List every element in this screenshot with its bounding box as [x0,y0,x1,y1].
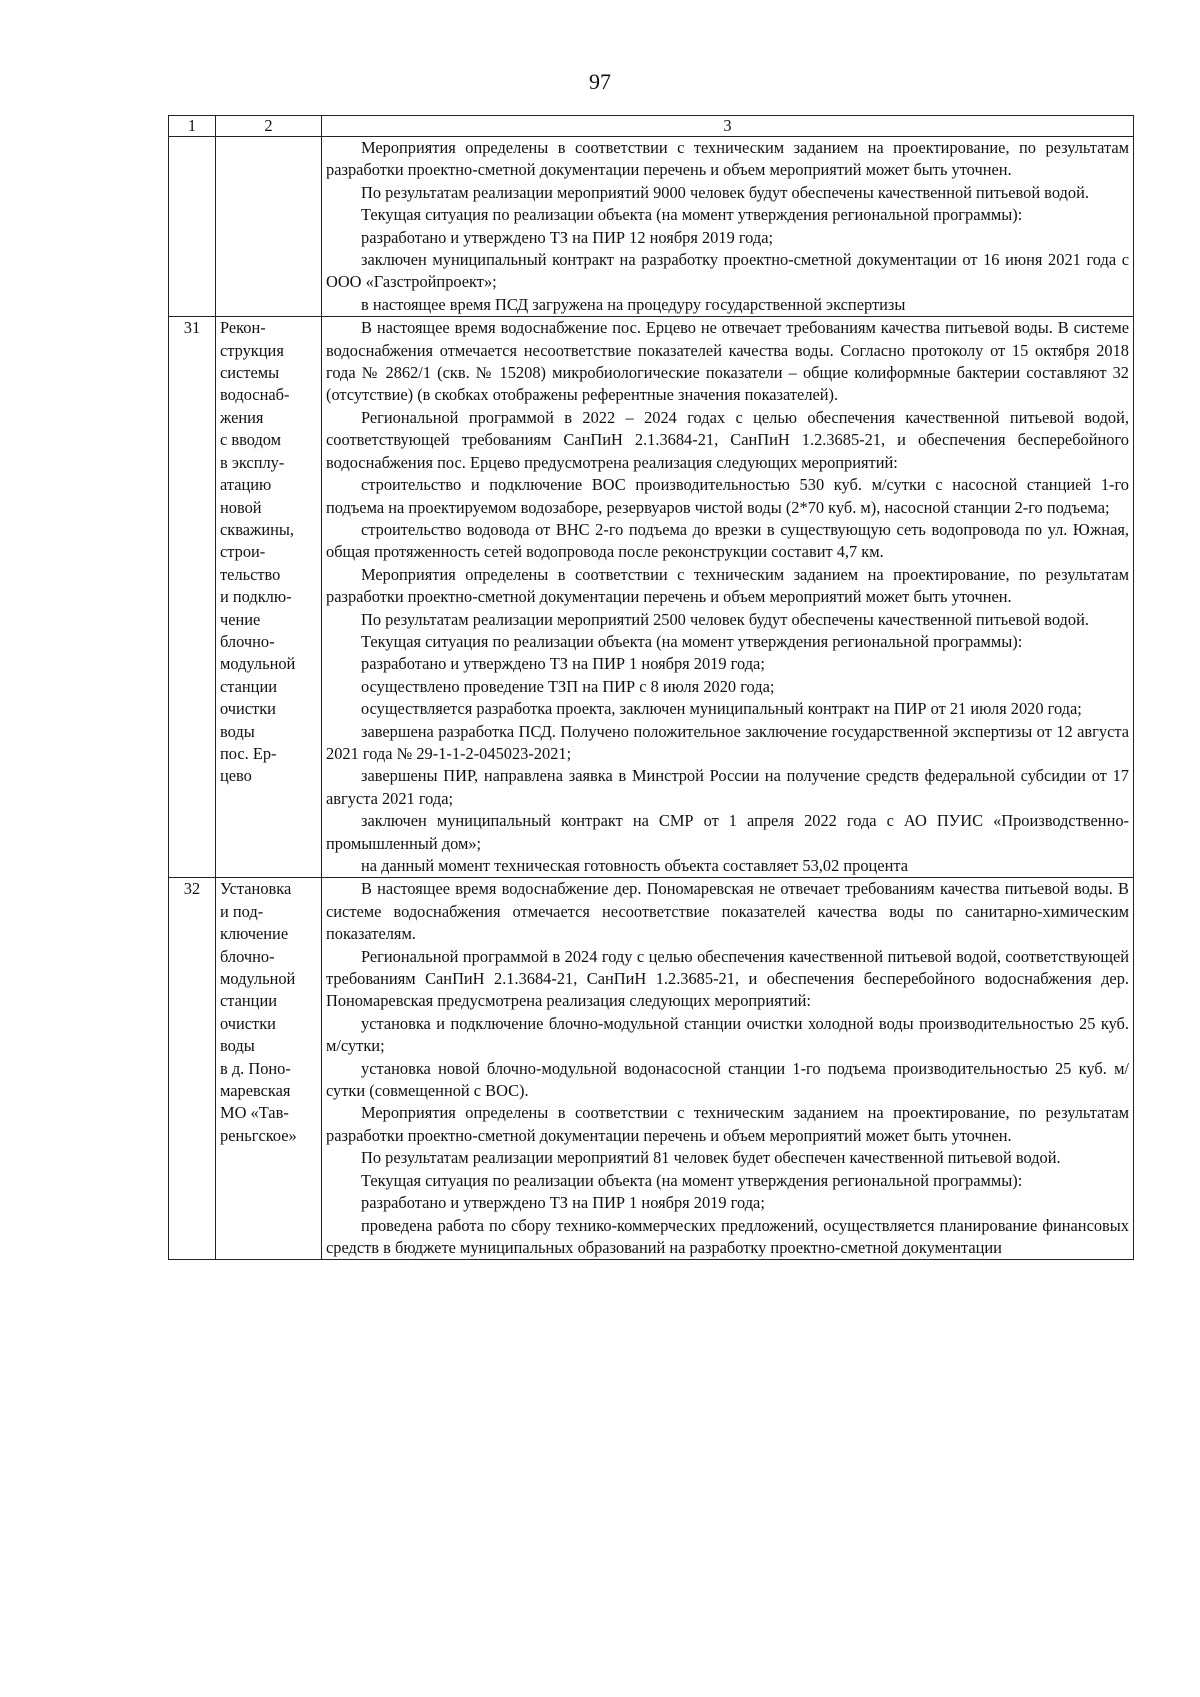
header-cell-3: 3 [322,116,1134,137]
description-paragraph: Мероприятия определены в соответствии с техническим заданием на проектирование, по результатам разработки проектно-сметной документации перечень и объем мероприятий может быть уточнен. [326,1103,1129,1145]
description-paragraph: Текущая ситуация по реализации объекта (на момент утверждения региональной программы): [361,631,1023,651]
object-description [322,878,1134,1260]
object-description [322,137,1134,317]
object-name: Установка и под- ключение блочно- модульной станции очистки воды в д. Поно- маревская МО «Тав- реньгское» [216,878,322,1260]
table-row [169,137,1134,317]
description-paragraph: По результатам реализации мероприятий 81 человек будет обеспечен качественной питьевой водой. [361,1148,1061,1168]
description-paragraph: Региональной программой в 2022 – 2024 годах с целью обеспечения качественной питьевой водой, соответствующей требованиям СанПиН 2.1.3684-21, СанПиН 1.2.3685-21, и обеспечения бесперебойного водоснабжения пос. Ерцево предусмотрена реализация следующих мероприятий: [326,407,1129,472]
description-paragraph: По результатам реализации мероприятий 9000 человек будут обеспечены качественной питьевой водой. [361,182,1089,202]
description-paragraph: Текущая ситуация по реализации объекта (на момент утверждения региональной программы): [361,205,1023,225]
description-paragraph: В настоящее время водоснабжение пос. Ерцево не отвечает требованиям качества питьевой воды. В системе водоснабжения отмечается несоответствие показателей качества воды. Согласно протоколу от 15 октября 2018 года № 2862/1 (скв. № 15208) микробиологические показатели – общие колиформные бактерии составляют 32 (отсутствие) (в скобках отображены референтные значения показателей). [326,318,1129,405]
description-paragraph: проведена работа по сбору технико-коммерческих предложений, осуществляется планирование финансовых средств в бюджете муниципальных образований на разработку проектно-сметной документации [326,1215,1129,1257]
object-name [216,137,322,317]
description-paragraph: В настоящее время водоснабжение дер. Пономаревская не отвечает требованиям качества питьевой воды. В системе водоснабжения отмечается несоответствие показателей качества воды по санитарно-химическим показателям. [326,879,1129,944]
description-paragraph: разработано и утверждено ТЗ на ПИР 1 ноября 2019 года; [361,654,765,674]
description-paragraph: разработано и утверждено ТЗ на ПИР 1 ноября 2019 года; [361,1193,765,1213]
measures-table [168,115,1134,1260]
table-row [169,317,1134,878]
description-paragraph: осуществлено проведение ТЗП на ПИР с 8 июля 2020 года; [361,676,775,696]
table-header-row [169,116,1134,137]
header-cell-1: 1 [169,116,216,137]
description-paragraph: Текущая ситуация по реализации объекта (на момент утверждения региональной программы): [361,1170,1023,1190]
description-paragraph: установка новой блочно-модульной водонасосной станции 1-го подъема производительностью 25 куб. м/сутки (совмещенной с ВОС). [326,1058,1129,1101]
description-paragraph: разработано и утверждено ТЗ на ПИР 12 ноября 2019 года; [361,227,774,247]
object-name: Рекон- струкция системы водоснаб- жения с вводом в эксплу- атацию новой скважины, строи- тельство и подклю- чение блочно- модульной станции очистки воды пос. Ер- цево [216,317,322,878]
description-paragraph: Мероприятия определены в соответствии с техническим заданием на проектирование, по результатам разработки проектно-сметной документации перечень и объем мероприятий может быть уточнен. [326,564,1129,607]
table-row [169,878,1134,1260]
description-paragraph: осуществляется разработка проекта, заключен муниципальный контракт на ПИР от 21 июля 2020 года; [361,699,1082,719]
row-number: 32 [169,878,216,1260]
object-description [322,317,1134,878]
description-paragraph: По результатам реализации мероприятий 2500 человек будут обеспечены качественной питьевой водой. [361,609,1089,629]
description-paragraph: установка и подключение блочно-модульной станции очистки холодной воды производительностью 25 куб. м/сутки; [326,1013,1129,1056]
header-cell-2: 2 [216,116,322,137]
description-paragraph: завершены ПИР, направлена заявка в Минстрой России на получение средств федеральной субсидии от 17 августа 2021 года; [326,766,1129,808]
page-number: 97 [589,69,611,94]
description-paragraph: в настоящее время ПСД загружена на процедуру государственной экспертизы [361,294,906,314]
description-paragraph: Региональной программой в 2024 году с целью обеспечения качественной питьевой водой, соответствующей требованиям СанПиН 2.1.3684-21, СанПиН 1.2.3685-21, и обеспечения бесперебойного водоснабжения дер. Пономаревская предусмотрена реализация следующих мероприятий: [326,946,1129,1011]
row-number: 31 [169,317,216,878]
description-paragraph: заключен муниципальный контракт на разработку проектно-сметной документации от 16 июня 2021 года с ООО «Газстройпроект»; [326,250,1129,292]
description-paragraph: строительство водовода от ВНС 2-го подъема до врезки в существующую сеть водопровода по ул. Южная, общая протяженность сетей водопровода после реконструкции составит 4,7 км. [326,519,1129,562]
description-paragraph: строительство и подключение ВОС производительностью 530 куб. м/сутки с насосной станцией 1-го подъема на проектируемом водозаборе, резервуаров чистой воды (2*70 куб. м), насосной станции 2-го подъема; [326,475,1129,517]
description-paragraph: на данный момент техническая готовность объекта составляет 53,02 процента [361,856,908,875]
row-number [169,137,216,317]
description-paragraph: Мероприятия определены в соответствии с техническим заданием на проектирование, по результатам разработки проектно-сметной документации перечень и объем мероприятий может быть уточнен. [326,138,1129,180]
description-paragraph: заключен муниципальный контракт на СМР от 1 апреля 2022 года с АО ПУИС «Производственно-промышленный дом»; [326,811,1129,853]
description-paragraph: завершена разработка ПСД. Получено положительное заключение государственной экспертизы от 12 августа 2021 года № 29-1-1-2-045023-2021; [326,721,1129,763]
